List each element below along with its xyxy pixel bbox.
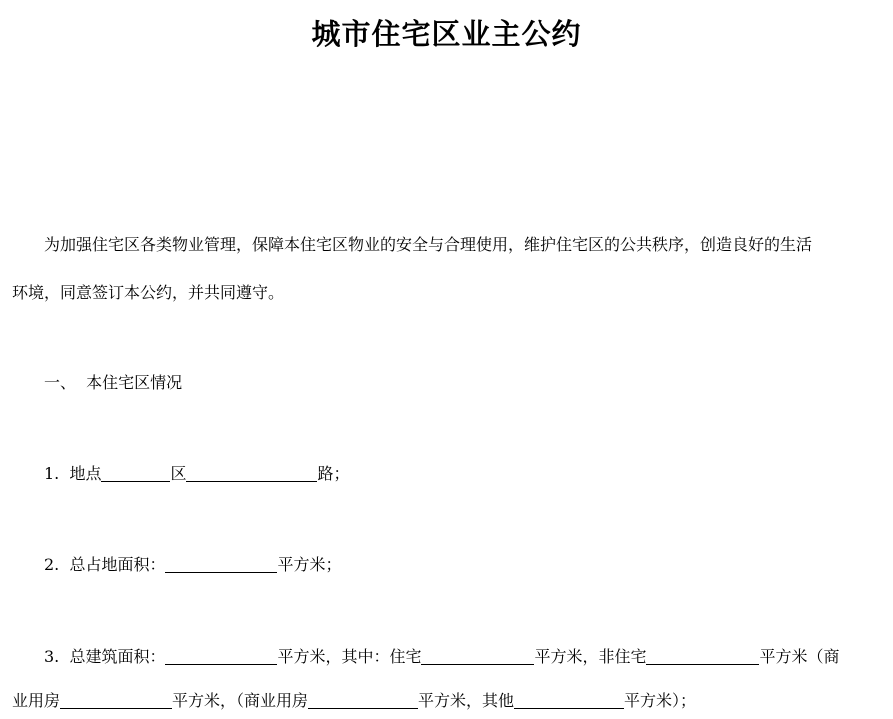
item-building-area-prefix: 3. 总建筑面积： bbox=[44, 647, 166, 666]
road-blank[interactable] bbox=[186, 465, 317, 482]
item-building-area-commercial-prefix: 业用房 bbox=[12, 691, 61, 710]
item-building-area-line-1 bbox=[44, 644, 884, 670]
section-heading: 一、 本住宅区情况 bbox=[44, 373, 183, 392]
item-building-area-commercial-start: 平方米（商 bbox=[759, 647, 840, 666]
item-location-prefix: 1. 地点 bbox=[44, 464, 102, 483]
commercial-inner-area-blank[interactable] bbox=[308, 692, 418, 709]
land-area-blank[interactable] bbox=[165, 556, 277, 573]
item-building-area-other: 平方米，其他 bbox=[418, 691, 515, 710]
item-building-area-residential: 平方米，其中：住宅 bbox=[277, 647, 422, 666]
item-land-area-prefix: 2. 总占地面积： bbox=[44, 555, 166, 574]
intro-paragraph-line-1: 为加强住宅区各类物业管理，保障本住宅区物业的安全与合理使用，维护住宅区的公共秩序，创造良好的生活 bbox=[44, 235, 813, 254]
item-location bbox=[44, 461, 884, 487]
item-land-area bbox=[44, 552, 884, 578]
document-title: 城市住宅区业主公约 bbox=[311, 17, 582, 51]
building-area-blank[interactable] bbox=[165, 648, 277, 665]
intro-paragraph-line-2: 环境，同意签订本公约，并共同遵守。 bbox=[12, 283, 285, 302]
district-blank[interactable] bbox=[101, 465, 170, 482]
item-building-area-line-2 bbox=[12, 688, 884, 714]
item-building-area-suffix: 平方米）； bbox=[624, 691, 697, 710]
other-area-blank[interactable] bbox=[514, 692, 624, 709]
nonresidential-area-blank[interactable] bbox=[646, 648, 759, 665]
item-land-area-suffix: 平方米； bbox=[277, 555, 342, 574]
item-building-area-commercial-inner: 平方米，（商业用房 bbox=[172, 691, 309, 710]
item-location-suffix: 路； bbox=[317, 464, 350, 483]
item-location-district: 区 bbox=[170, 464, 187, 483]
item-building-area-nonresidential: 平方米，非住宅 bbox=[534, 647, 647, 666]
commercial-area-blank[interactable] bbox=[60, 692, 172, 709]
residential-area-blank[interactable] bbox=[421, 648, 534, 665]
